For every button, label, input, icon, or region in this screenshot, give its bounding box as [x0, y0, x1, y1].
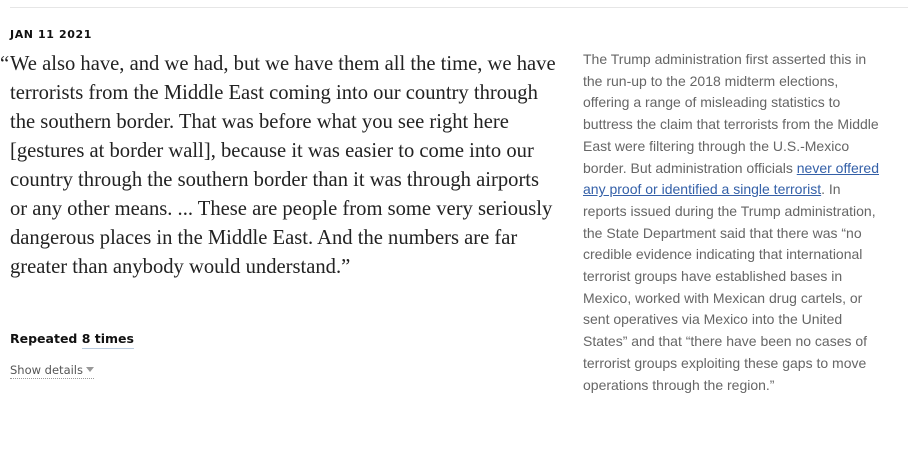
show-details-button[interactable] — [10, 363, 94, 379]
claim-quote — [0, 50, 560, 282]
top-divider — [10, 7, 908, 8]
repeated-label: Repeated — [10, 331, 82, 346]
repeated-count: 8 times — [82, 331, 134, 349]
analysis-text-after-link: . In reports issued during the Trump administration, the State Department said that there was “no credible evidence indicating that international terrorist groups have established bases in Mexico, worked with Mexican drug cartels, or sent operatives via Mexico into the United States” and that “there have been no cases of terrorist groups exploiting these gaps to move operations through the region.” — [583, 181, 876, 393]
claim-date: JAN 11 2021 — [10, 28, 92, 41]
quote-text: We also have, and we had, but we have them all the time, we have terrorists from the Middle East coming into our country through the southern border. That was before what you see right here [gestures at border wall], because it was easier to come into our country through the southern border than it was through airports or any other means. ... These are people from some very seriously dangerous places in the Middle East. And the numbers are far greater than anybody would understand.” — [10, 53, 556, 278]
analysis-text-before-link: The Trump administration first asserted this in the run-up to the 2018 midterm elections, offering a range of misleading statistics to buttress the claim that terrorists from the Middle East were filtering through the U.S.-Mexico border. But administration officials — [583, 51, 879, 176]
open-quote-mark: “ — [0, 53, 10, 75]
caret-down-icon — [86, 367, 94, 372]
analysis-source-link[interactable]: never offered any proof or identified a single terrorist — [583, 159, 879, 198]
repeated-count-line — [10, 331, 134, 346]
show-details-label: Show details — [10, 363, 83, 377]
fact-check-analysis — [583, 49, 888, 396]
